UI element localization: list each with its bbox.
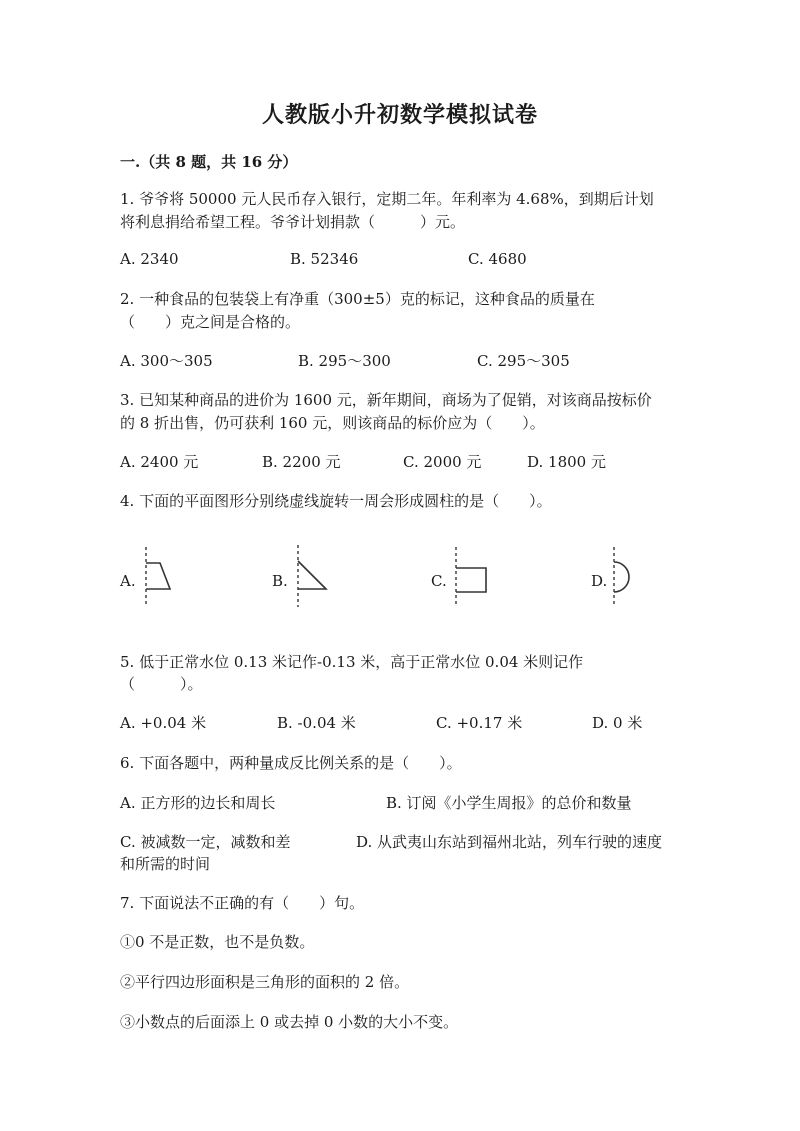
- rectangle-outline: [456, 568, 486, 592]
- question-1-line-2: 将利息捐给希望工程。爷爷计划捐款（ ）元。: [120, 213, 466, 231]
- question-2-option-b[interactable]: B. 295～300: [298, 352, 391, 370]
- semicircle-figure: [606, 545, 642, 607]
- question-2-option-c[interactable]: C. 295～305: [477, 352, 570, 370]
- question-5-option-b[interactable]: B. -0.04 米: [277, 714, 356, 732]
- question-4-option-b[interactable]: B.: [272, 572, 288, 590]
- trapezoid-figure: [136, 545, 180, 607]
- question-1-option-a[interactable]: A. 2340: [120, 250, 179, 268]
- rectangle-figure: [448, 545, 492, 607]
- section-heading: 一.（共 8 题，共 16 分）: [120, 153, 298, 171]
- trapezoid-outline: [146, 563, 170, 589]
- question-3-option-b[interactable]: B. 2200 元: [262, 453, 341, 471]
- question-6-option-b[interactable]: B. 订阅《小学生周报》的总价和数量: [386, 794, 632, 812]
- question-6-option-d-continued[interactable]: 和所需的时间: [120, 855, 211, 873]
- question-3-line-1: 3. 已知某种商品的进价为 1600 元，新年期间，商场为了促销，对该商品按标价: [120, 391, 652, 409]
- triangle-figure: [286, 543, 332, 609]
- question-4-option-d[interactable]: D.: [591, 572, 608, 590]
- question-3-line-2: 的 8 折出售，仍可获利 160 元，则该商品的标价应为（ ）。: [120, 414, 545, 432]
- question-2-line-2: （ ）克之间是合格的。: [120, 313, 301, 331]
- question-1-line-1: 1. 爷爷将 50000 元人民币存入银行，定期二年。年利率为 4.68%，到期后计划: [120, 190, 654, 208]
- question-5-option-c[interactable]: C. +0.17 米: [436, 714, 523, 732]
- question-5-line-1: 5. 低于正常水位 0.13 米记作-0.13 米，高于正常水位 0.04 米则记作: [120, 653, 584, 671]
- question-5-option-d[interactable]: D. 0 米: [592, 714, 643, 732]
- question-6-option-a[interactable]: A. 正方形的边长和周长: [120, 794, 276, 812]
- question-2-option-a[interactable]: A. 300～305: [120, 352, 213, 370]
- question-3-option-a[interactable]: A. 2400 元: [120, 453, 199, 471]
- question-6-line-1: 6. 下面各题中，两种量成反比例关系的是（ ）。: [120, 754, 462, 772]
- question-6-option-c[interactable]: C. 被减数一定，减数和差: [120, 833, 291, 851]
- question-1-option-b[interactable]: B. 52346: [290, 250, 359, 268]
- question-4-line-1: 4. 下面的平面图形分别绕虚线旋转一周会形成圆柱的是（ ）。: [120, 492, 552, 510]
- question-2-line-1: 2. 一种食品的包装袋上有净重（300±5）克的标记，这种食品的质量在: [120, 290, 595, 308]
- question-7-statement-1: ①0 不是正数，也不是负数。: [120, 933, 315, 951]
- question-7-line-1: 7. 下面说法不正确的有（ ）句。: [120, 894, 365, 912]
- question-4-option-c[interactable]: C.: [431, 572, 447, 590]
- question-6-option-d[interactable]: D. 从武夷山东站到福州北站，列车行驶的速度: [356, 833, 663, 851]
- question-7-statement-2: ②平行四边形面积是三角形的面积的 2 倍。: [120, 973, 410, 991]
- question-1-option-c[interactable]: C. 4680: [468, 250, 527, 268]
- page-title: 人教版小升初数学模拟试卷: [261, 102, 538, 128]
- question-5-option-a[interactable]: A. +0.04 米: [120, 714, 207, 732]
- question-5-line-2: （ ）。: [120, 675, 203, 693]
- triangle-outline: [298, 561, 326, 589]
- question-4-option-a[interactable]: A.: [120, 572, 136, 590]
- question-7-statement-3: ③小数点的后面添上 0 或去掉 0 小数的大小不变。: [120, 1013, 459, 1031]
- question-3-option-c[interactable]: C. 2000 元: [403, 453, 482, 471]
- semicircle-outline: [614, 562, 629, 592]
- question-3-option-d[interactable]: D. 1800 元: [527, 453, 606, 471]
